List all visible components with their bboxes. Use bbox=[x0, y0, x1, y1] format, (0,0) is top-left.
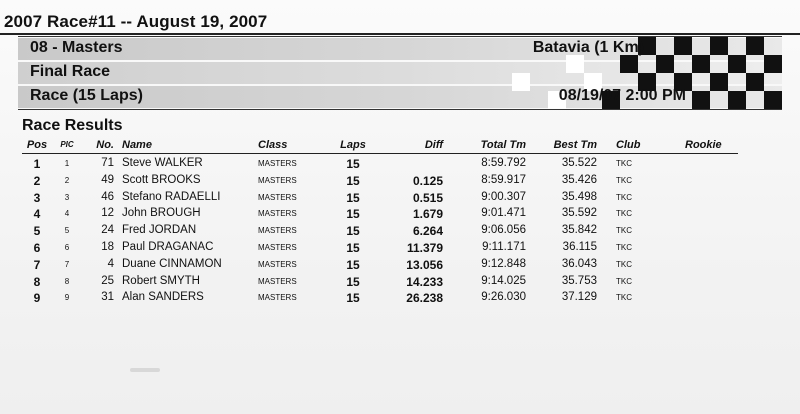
section-title: Race Results bbox=[22, 117, 123, 134]
cell-club: TKC bbox=[616, 159, 632, 168]
race-category: 08 - Masters bbox=[30, 39, 123, 56]
cell-laps: 15 bbox=[346, 240, 360, 255]
cell-class: MASTERS bbox=[258, 276, 297, 286]
cell-pic: 6 bbox=[64, 242, 70, 252]
cell-class: MASTERS bbox=[258, 175, 297, 185]
cell-laps: 15 bbox=[346, 274, 360, 289]
table-row bbox=[0, 258, 800, 275]
header-pic: PIC bbox=[60, 140, 74, 149]
cell-class: MASTERS bbox=[258, 192, 297, 202]
cell-best-time: 37.129 bbox=[561, 291, 597, 304]
cell-diff: 26.238 bbox=[406, 291, 443, 306]
race-datetime: 08/19/07 2:00 PM bbox=[558, 87, 686, 104]
cell-total-time: 9:14.025 bbox=[481, 274, 526, 287]
header-pos: Pos bbox=[26, 139, 48, 151]
checker-square bbox=[656, 55, 674, 73]
cell-number: 18 bbox=[101, 240, 114, 253]
header-total-time: Total Tm bbox=[480, 139, 526, 151]
cell-name: Fred JORDAN bbox=[122, 224, 197, 237]
cell-name: Duane CINNAMON bbox=[122, 257, 222, 270]
cell-pos: 7 bbox=[33, 257, 41, 272]
cell-best-time: 35.498 bbox=[561, 190, 597, 203]
cell-best-time: 35.592 bbox=[561, 207, 597, 220]
cell-class: MASTERS bbox=[258, 159, 297, 168]
cell-pic: 2 bbox=[64, 175, 70, 185]
table-row bbox=[0, 241, 800, 258]
cell-club: TKC bbox=[616, 259, 632, 269]
checker-square bbox=[620, 55, 638, 73]
cell-laps: 15 bbox=[346, 173, 360, 188]
table-row bbox=[0, 207, 800, 224]
cell-best-time: 35.753 bbox=[561, 274, 597, 287]
header-name: Name bbox=[122, 139, 152, 151]
checker-square bbox=[692, 55, 710, 73]
page-title: 2007 Race#11 -- August 19, 2007 bbox=[4, 12, 268, 31]
cell-laps: 15 bbox=[346, 257, 360, 272]
cell-class: MASTERS bbox=[258, 209, 297, 219]
cell-best-time: 36.115 bbox=[562, 240, 597, 253]
race-type: Final Race bbox=[30, 63, 111, 80]
cell-name: Alan SANDERS bbox=[122, 291, 204, 304]
cell-total-time: 9:26.030 bbox=[481, 291, 526, 304]
header-rookie: Rookie bbox=[685, 139, 722, 151]
cell-club: TKC bbox=[616, 175, 632, 185]
cell-pos: 6 bbox=[33, 240, 41, 255]
cell-number: 12 bbox=[101, 207, 114, 220]
table-row bbox=[0, 224, 800, 241]
cell-club: TKC bbox=[616, 293, 632, 303]
paper-smudge bbox=[130, 368, 160, 372]
track-name: Batavia (1 Km) bbox=[532, 39, 644, 56]
cell-best-time: 36.043 bbox=[561, 257, 597, 270]
cell-total-time: 9:01.471 bbox=[481, 207, 526, 220]
cell-diff: 0.515 bbox=[412, 190, 443, 205]
cell-best-time: 35.426 bbox=[561, 173, 597, 186]
cell-club: TKC bbox=[616, 242, 632, 252]
cell-diff: 13.056 bbox=[406, 257, 443, 272]
cell-club: TKC bbox=[616, 192, 632, 202]
checker-square bbox=[710, 37, 728, 55]
race-banner bbox=[18, 36, 782, 110]
cell-number: 31 bbox=[101, 291, 114, 304]
cell-pic: 1 bbox=[64, 159, 70, 168]
header-best-time: Best Tm bbox=[553, 139, 597, 151]
cell-pos: 5 bbox=[33, 224, 41, 239]
cell-pos: 8 bbox=[33, 274, 41, 289]
cell-number: 46 bbox=[101, 190, 114, 203]
cell-number: 25 bbox=[101, 274, 114, 287]
cell-diff: 6.264 bbox=[412, 224, 443, 239]
cell-total-time: 9:00.307 bbox=[481, 190, 526, 203]
checker-square bbox=[692, 91, 710, 109]
cell-best-time: 35.522 bbox=[561, 157, 597, 169]
cell-pos: 1 bbox=[33, 157, 41, 171]
cell-pic: 4 bbox=[64, 209, 70, 219]
results-table bbox=[0, 157, 800, 308]
cell-total-time: 8:59.917 bbox=[481, 173, 526, 186]
cell-name: Robert SMYTH bbox=[122, 274, 200, 287]
cell-pos: 3 bbox=[33, 190, 41, 205]
cell-class: MASTERS bbox=[258, 259, 297, 269]
cell-diff: 1.679 bbox=[412, 207, 443, 222]
checker-square bbox=[764, 91, 782, 109]
cell-name: Paul DRAGANAC bbox=[122, 240, 214, 253]
cell-laps: 15 bbox=[346, 157, 360, 171]
cell-pic: 7 bbox=[64, 259, 70, 269]
cell-total-time: 9:12.848 bbox=[481, 257, 526, 270]
cell-laps: 15 bbox=[346, 207, 360, 222]
cell-pos: 9 bbox=[33, 291, 41, 306]
cell-pos: 4 bbox=[33, 207, 41, 222]
cell-total-time: 9:06.056 bbox=[481, 224, 526, 237]
header-divider bbox=[22, 153, 738, 154]
checker-square bbox=[728, 91, 746, 109]
checker-square bbox=[566, 55, 584, 73]
title-divider bbox=[0, 33, 800, 35]
cell-number: 71 bbox=[101, 157, 114, 169]
cell-club: TKC bbox=[616, 209, 632, 219]
checker-square bbox=[674, 37, 692, 55]
cell-laps: 15 bbox=[346, 224, 360, 239]
cell-diff: 0.125 bbox=[412, 173, 443, 188]
cell-pic: 3 bbox=[64, 192, 70, 202]
cell-class: MASTERS bbox=[258, 242, 297, 252]
checker-square bbox=[710, 73, 728, 91]
checker-square bbox=[728, 55, 746, 73]
table-row bbox=[0, 291, 800, 308]
checker-square bbox=[746, 73, 764, 91]
cell-pos: 2 bbox=[33, 173, 41, 188]
cell-class: MASTERS bbox=[258, 226, 297, 236]
table-row bbox=[0, 191, 800, 208]
cell-number: 24 bbox=[101, 224, 114, 237]
cell-club: TKC bbox=[616, 226, 632, 236]
cell-total-time: 8:59.792 bbox=[481, 157, 526, 169]
header-no: No. bbox=[96, 139, 114, 151]
header-diff: Diff bbox=[424, 139, 443, 151]
cell-pic: 9 bbox=[64, 293, 70, 303]
cell-total-time: 9:11.171 bbox=[482, 240, 526, 253]
cell-number: 49 bbox=[101, 173, 114, 186]
cell-laps: 15 bbox=[346, 291, 360, 306]
cell-pic: 5 bbox=[64, 226, 70, 236]
cell-class: MASTERS bbox=[258, 293, 297, 303]
cell-best-time: 35.842 bbox=[561, 224, 597, 237]
header-class: Class bbox=[258, 139, 288, 151]
table-row bbox=[0, 174, 800, 191]
race-laps: Race (15 Laps) bbox=[30, 87, 143, 104]
checker-square bbox=[746, 37, 764, 55]
table-row bbox=[0, 275, 800, 292]
cell-diff: 11.379 bbox=[406, 240, 443, 255]
header-laps: Laps bbox=[340, 139, 366, 151]
cell-diff: 14.233 bbox=[406, 274, 443, 289]
cell-name: Scott BROOKS bbox=[122, 173, 201, 186]
cell-pic: 8 bbox=[64, 276, 70, 286]
header-club: Club bbox=[616, 139, 641, 151]
cell-name: Stefano RADAELLI bbox=[122, 190, 221, 203]
table-row bbox=[0, 157, 800, 174]
checker-square bbox=[512, 73, 530, 91]
checker-square bbox=[764, 55, 782, 73]
cell-name: Steve WALKER bbox=[122, 157, 203, 169]
cell-name: John BROUGH bbox=[122, 207, 201, 220]
cell-laps: 15 bbox=[346, 190, 360, 205]
cell-number: 4 bbox=[107, 257, 114, 270]
cell-club: TKC bbox=[616, 276, 632, 286]
